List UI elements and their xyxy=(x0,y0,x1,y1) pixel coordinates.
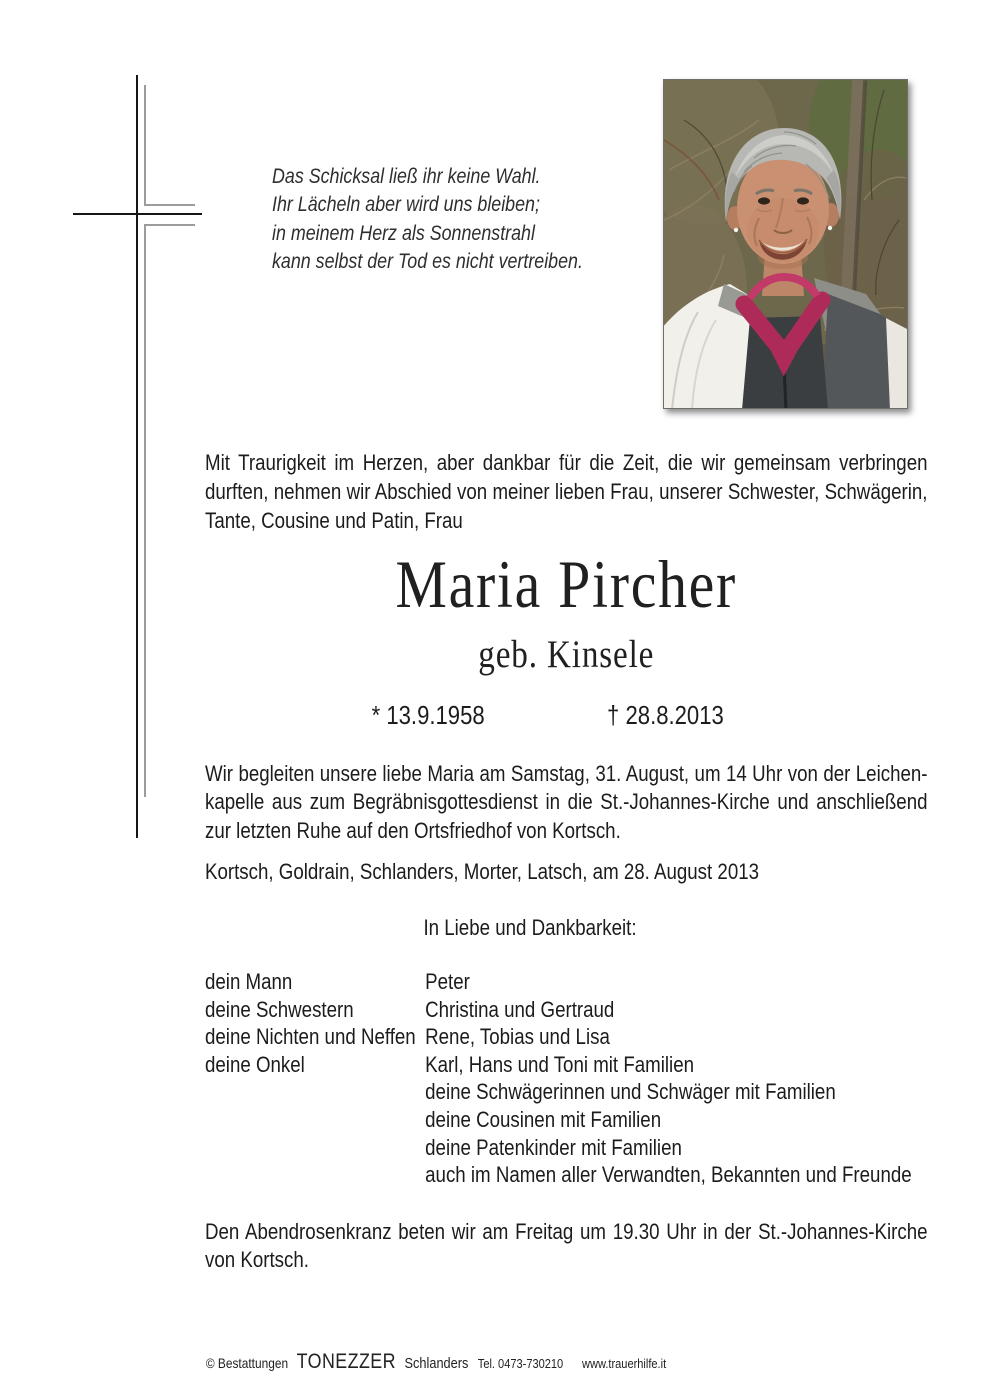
intro-line: durften, nehmen wir Abschied von meiner lieben Frau, unserer Schwester, Schwägerin, xyxy=(205,479,928,504)
poem-line: in meinem Herz als Sonnenstrahl xyxy=(272,221,535,245)
intro-line: Tante, Cousine und Patin, Frau xyxy=(205,508,463,533)
mourner-names: deine Cousinen mit Familien xyxy=(425,1106,662,1132)
life-dates xyxy=(205,700,928,730)
cross-vertical-shadow-bottom xyxy=(144,226,146,797)
cross-horizontal-shadow-bottom xyxy=(144,224,195,226)
funeral-paragraph xyxy=(205,760,928,845)
cross-vertical-shadow-top xyxy=(144,85,146,204)
mourner-row xyxy=(205,969,928,997)
mourner-names: auch im Namen aller Verwandten, Bekannten und Freunde xyxy=(425,1162,912,1188)
poem-line: Das Schicksal ließ ihr keine Wahl. xyxy=(272,165,541,188)
mourner-names: Peter xyxy=(425,969,470,994)
footer-phone: Tel. 0473-730210 xyxy=(477,1356,564,1371)
funeral-home-footer xyxy=(206,1348,929,1374)
cross-vertical-line xyxy=(136,75,138,838)
mourner-relation: deine Nichten und Neffen xyxy=(205,1024,416,1050)
mourner-names: deine Schwägerinnen und Schwäger mit Familien xyxy=(425,1079,836,1105)
mourner-names: Rene, Tobias und Lisa xyxy=(425,1024,610,1050)
mourner-names: Christina und Gertraud xyxy=(425,996,615,1022)
rosary-paragraph xyxy=(205,1218,928,1275)
death-date: † 28.8.2013 xyxy=(607,700,724,730)
footer-company: TONEZZER xyxy=(296,1350,396,1373)
rosary-line: von Kortsch. xyxy=(205,1247,309,1273)
intro-line: Mit Traurigkeit im Herzen, aber dankbar für die Zeit, die wir gemeinsam verbringen xyxy=(205,450,928,475)
mourner-row xyxy=(205,1107,928,1135)
text-column xyxy=(205,0,928,1389)
mourner-relation: deine Schwestern xyxy=(205,996,354,1022)
maiden-name: geb. Kinsele xyxy=(478,633,655,676)
footer-location: Schlanders xyxy=(404,1355,469,1372)
poem-line: Ihr Lächeln aber wird uns bleiben; xyxy=(272,193,540,217)
mourners-list xyxy=(205,969,928,1190)
mourner-relation: dein Mann xyxy=(205,969,293,994)
place-dateline: Kortsch, Goldrain, Schlanders, Morter, Latsch, am 28. August 2013 xyxy=(205,859,760,884)
rosary-line: Den Abendrosenkranz beten wir am Freitag um 19.30 Uhr in der St.-Johannes-Kirche xyxy=(205,1219,928,1244)
intro-paragraph xyxy=(205,448,928,535)
birth-date: * 13.9.1958 xyxy=(371,700,485,730)
funeral-line: zur letzten Ruhe auf den Ortsfriedhof von Kortsch. xyxy=(205,817,621,843)
mourner-relation: deine Onkel xyxy=(205,1051,305,1077)
funeral-line: kapelle aus zum Begräbnisgottesdienst in die St.-Johannes-Kirche und anschließend xyxy=(205,789,928,815)
cross-horizontal-shadow-top xyxy=(144,204,195,206)
cross-horizontal-line xyxy=(73,213,202,215)
mourner-row xyxy=(205,1162,928,1190)
poem-line: kann selbst der Tod es nicht vertreiben. xyxy=(272,250,583,274)
deceased-name: Maria Pircher xyxy=(395,546,737,622)
mourner-row xyxy=(205,1024,928,1052)
mourner-row xyxy=(205,1135,928,1163)
closing-formula: In Liebe und Dankbarkeit: xyxy=(423,915,637,940)
footer-copyright: © Bestattungen xyxy=(205,1355,289,1371)
footer-website: www.trauerhilfe.it xyxy=(582,1356,667,1371)
mourner-row xyxy=(205,1079,928,1107)
mourner-row xyxy=(205,997,928,1025)
funeral-line: Wir begleiten unsere liebe Maria am Samstag, 31. August, um 14 Uhr von der Leichen- xyxy=(205,761,928,786)
mourner-row xyxy=(205,1052,928,1080)
mourner-names: deine Patenkinder mit Familien xyxy=(425,1134,682,1160)
mourner-names: Karl, Hans und Toni mit Familien xyxy=(425,1051,695,1077)
